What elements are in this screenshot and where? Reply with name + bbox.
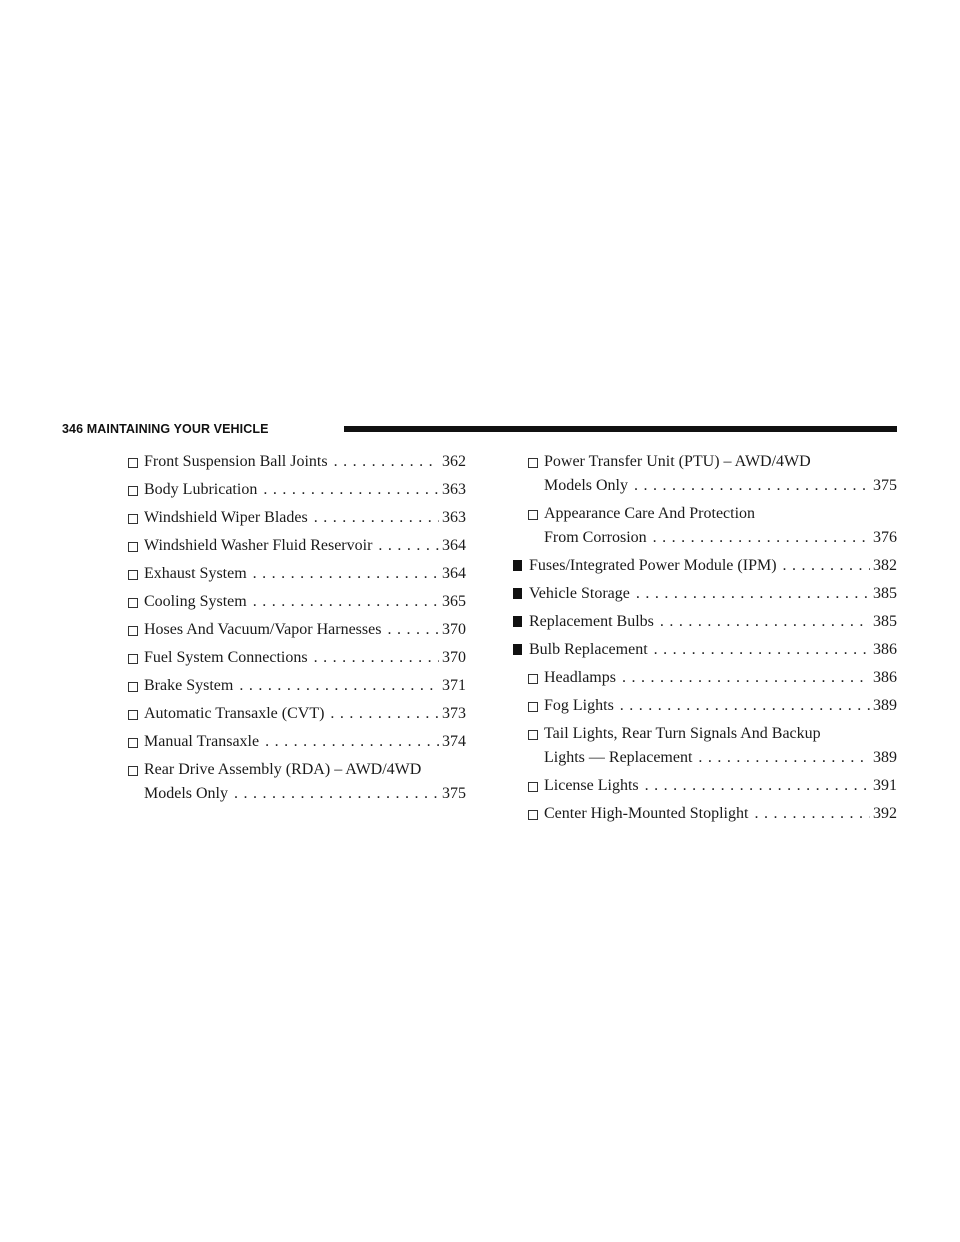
toc-page-number: 382 bbox=[873, 557, 897, 574]
toc-entry-title: Windshield Washer Fluid Reservoir bbox=[144, 537, 373, 554]
toc-entry[interactable] bbox=[527, 694, 897, 718]
open-box-bullet-icon bbox=[127, 674, 141, 700]
open-box-bullet-icon bbox=[527, 722, 541, 748]
toc-entry-title-line1: Rear Drive Assembly (RDA) – AWD/4WD bbox=[144, 761, 422, 778]
toc-page-number: 371 bbox=[442, 677, 466, 694]
toc-page-number: 391 bbox=[873, 777, 897, 794]
dot-leader bbox=[634, 474, 870, 498]
toc-entry-title: Fog Lights bbox=[544, 697, 614, 714]
toc-page-number: 375 bbox=[442, 785, 466, 802]
filled-square-bullet-icon bbox=[512, 554, 526, 579]
toc-section-entry[interactable] bbox=[512, 610, 897, 634]
toc-page-number: 362 bbox=[442, 453, 466, 470]
toc-entry-title: Vehicle Storage bbox=[529, 585, 630, 602]
toc-entry-title: Fuel System Connections bbox=[144, 649, 308, 666]
toc-entry[interactable] bbox=[127, 506, 466, 530]
toc-page-number: 364 bbox=[442, 537, 466, 554]
filled-square-bullet-icon bbox=[512, 610, 526, 635]
toc-section-entry[interactable] bbox=[512, 638, 897, 662]
toc-entry[interactable] bbox=[127, 478, 466, 502]
toc-entry-title: Bulb Replacement bbox=[529, 641, 648, 658]
toc-entry-title-line1: Power Transfer Unit (PTU) – AWD/4WD bbox=[544, 453, 811, 470]
toc-page-number: 370 bbox=[442, 621, 466, 638]
toc-right-column bbox=[512, 450, 897, 830]
toc-page-number: 386 bbox=[873, 641, 897, 658]
toc-section-entry[interactable] bbox=[512, 554, 897, 578]
toc-entry[interactable] bbox=[527, 666, 897, 690]
dot-leader bbox=[654, 638, 870, 662]
dot-leader bbox=[265, 730, 439, 754]
dot-leader bbox=[645, 774, 870, 798]
toc-entry-title-line2: Models Only bbox=[144, 785, 228, 802]
dot-leader bbox=[698, 746, 870, 770]
toc-page-number: 374 bbox=[442, 733, 466, 750]
dot-leader bbox=[263, 478, 439, 502]
toc-entry[interactable] bbox=[527, 502, 897, 550]
toc-entry[interactable] bbox=[127, 758, 466, 806]
dot-leader bbox=[314, 506, 439, 530]
toc-page-number: 389 bbox=[873, 749, 897, 766]
dot-leader bbox=[783, 554, 870, 578]
dot-leader bbox=[660, 610, 870, 634]
toc-entry-title: Front Suspension Ball Joints bbox=[144, 453, 328, 470]
toc-page-number: 376 bbox=[873, 529, 897, 546]
open-box-bullet-icon bbox=[127, 590, 141, 616]
toc-entry-title: Windshield Wiper Blades bbox=[144, 509, 308, 526]
open-box-bullet-icon bbox=[127, 506, 141, 532]
toc-page-number: 364 bbox=[442, 565, 466, 582]
toc-section-entry[interactable] bbox=[512, 582, 897, 606]
toc-entry-title: Center High-Mounted Stoplight bbox=[544, 805, 749, 822]
dot-leader bbox=[754, 802, 870, 826]
toc-page-number: 365 bbox=[442, 593, 466, 610]
open-box-bullet-icon bbox=[127, 730, 141, 756]
toc-entry[interactable] bbox=[127, 674, 466, 698]
toc-entry-title: Replacement Bulbs bbox=[529, 613, 654, 630]
toc-page-number: 363 bbox=[442, 509, 466, 526]
page-header-label: 346 MAINTAINING YOUR VEHICLE bbox=[62, 422, 269, 436]
dot-leader bbox=[314, 646, 439, 670]
open-box-bullet-icon bbox=[127, 646, 141, 672]
open-box-bullet-icon bbox=[527, 666, 541, 692]
toc-entry[interactable] bbox=[127, 618, 466, 642]
toc-entry-title: Exhaust System bbox=[144, 565, 247, 582]
open-box-bullet-icon bbox=[127, 450, 141, 476]
dot-leader bbox=[378, 534, 439, 558]
toc-entry[interactable] bbox=[127, 590, 466, 614]
open-box-bullet-icon bbox=[127, 702, 141, 728]
toc-entry-title: License Lights bbox=[544, 777, 639, 794]
toc-entry-title: Manual Transaxle bbox=[144, 733, 260, 750]
toc-entry-title-line2: Models Only bbox=[544, 477, 628, 494]
dot-leader bbox=[620, 694, 870, 718]
toc-entry[interactable] bbox=[527, 722, 897, 770]
dot-leader bbox=[334, 450, 439, 474]
open-box-bullet-icon bbox=[127, 758, 141, 784]
toc-entry[interactable] bbox=[527, 774, 897, 798]
dot-leader bbox=[330, 702, 439, 726]
dot-leader bbox=[653, 526, 870, 550]
toc-entry[interactable] bbox=[127, 646, 466, 670]
toc-entry[interactable] bbox=[127, 702, 466, 726]
toc-page-number: 389 bbox=[873, 697, 897, 714]
toc-entry-title-line2: From Corrosion bbox=[544, 529, 647, 546]
filled-square-bullet-icon bbox=[512, 638, 526, 663]
toc-entry-title-line1: Tail Lights, Rear Turn Signals And Backup bbox=[544, 725, 821, 742]
page-header bbox=[62, 421, 897, 439]
filled-square-bullet-icon bbox=[512, 582, 526, 607]
open-box-bullet-icon bbox=[527, 694, 541, 720]
toc-entry[interactable] bbox=[127, 534, 466, 558]
toc-left-column bbox=[127, 450, 466, 810]
toc-page-number: 370 bbox=[442, 649, 466, 666]
toc-page-number: 373 bbox=[442, 705, 466, 722]
toc-entry-title: Hoses And Vacuum/Vapor Harnesses bbox=[144, 621, 382, 638]
toc-entry-title-line2: Lights — Replacement bbox=[544, 749, 693, 766]
toc-page-number: 363 bbox=[442, 481, 466, 498]
open-box-bullet-icon bbox=[127, 534, 141, 560]
dot-leader bbox=[387, 618, 439, 642]
dot-leader bbox=[239, 674, 439, 698]
dot-leader bbox=[622, 666, 870, 690]
toc-page-number: 375 bbox=[873, 477, 897, 494]
toc-page-number: 385 bbox=[873, 613, 897, 630]
toc-entry-title-line1: Appearance Care And Protection bbox=[544, 505, 756, 522]
toc-page-number: 392 bbox=[873, 805, 897, 822]
toc-entry-title: Automatic Transaxle (CVT) bbox=[144, 705, 325, 722]
dot-leader bbox=[234, 782, 439, 806]
toc-entry-title: Headlamps bbox=[544, 669, 616, 686]
open-box-bullet-icon bbox=[127, 478, 141, 504]
open-box-bullet-icon bbox=[527, 774, 541, 800]
toc-entry[interactable] bbox=[527, 802, 897, 826]
header-rule bbox=[344, 426, 897, 432]
open-box-bullet-icon bbox=[127, 562, 141, 588]
toc-page-number: 385 bbox=[873, 585, 897, 602]
toc-entry[interactable] bbox=[127, 450, 466, 474]
toc-entry-title: Cooling System bbox=[144, 593, 247, 610]
open-box-bullet-icon bbox=[127, 618, 141, 644]
toc-entry[interactable] bbox=[527, 450, 897, 498]
toc-page-number: 386 bbox=[873, 669, 897, 686]
dot-leader bbox=[253, 590, 439, 614]
toc-entry[interactable] bbox=[127, 562, 466, 586]
toc-entry-title: Body Lubrication bbox=[144, 481, 258, 498]
dot-leader bbox=[636, 582, 870, 606]
open-box-bullet-icon bbox=[527, 450, 541, 476]
open-box-bullet-icon bbox=[527, 802, 541, 828]
dot-leader bbox=[253, 562, 439, 586]
toc-entry[interactable] bbox=[127, 730, 466, 754]
open-box-bullet-icon bbox=[527, 502, 541, 528]
toc-entry-title: Fuses/Integrated Power Module (IPM) bbox=[529, 557, 777, 574]
toc-entry-title: Brake System bbox=[144, 677, 234, 694]
